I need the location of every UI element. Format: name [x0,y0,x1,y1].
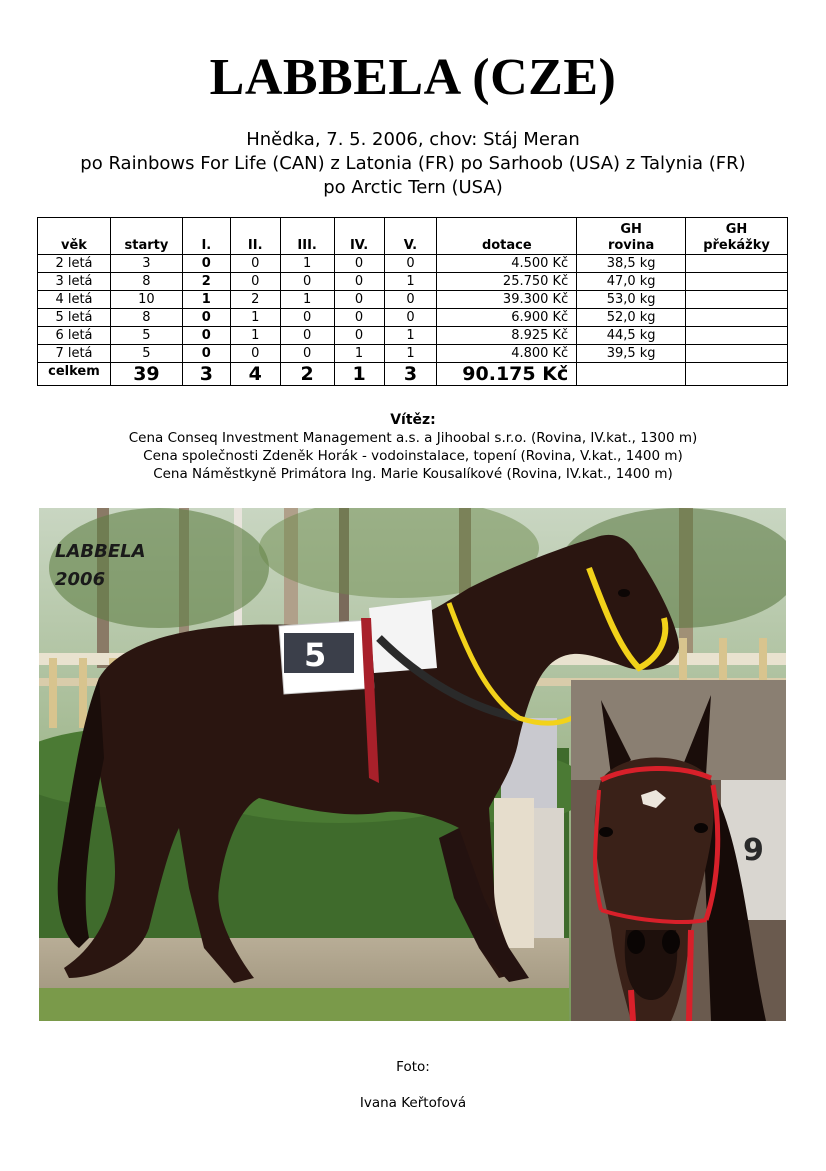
total-place-4: 1 [334,363,384,386]
cell-place-5: 1 [384,345,437,363]
cell-place-4: 0 [334,327,384,345]
cell-vek: 7 letá [38,345,111,363]
header-place-3: III. [280,218,334,255]
photo-caption [55,538,146,594]
cell-gh-prekazky [686,255,788,273]
cell-gh-rovina: 38,5 kg [577,255,686,273]
table-row [38,291,788,309]
table-row [38,273,788,291]
cell-place-5: 1 [384,327,437,345]
cell-place-1: 0 [182,255,230,273]
cell-gh-rovina: 44,5 kg [577,327,686,345]
cell-dotace: 4.500 Kč [437,255,577,273]
header-place-4: IV. [334,218,384,255]
table-row [38,327,788,345]
cell-starty: 8 [110,309,182,327]
cell-place-5: 0 [384,291,437,309]
total-gh-rovina [577,363,686,386]
cell-starty: 8 [110,273,182,291]
cell-gh-rovina: 52,0 kg [577,309,686,327]
cell-starty: 3 [110,255,182,273]
cell-vek: 4 letá [38,291,111,309]
winner-section [0,411,826,483]
cell-place-3: 1 [280,255,334,273]
header-vek: věk [38,218,111,255]
cell-place-2: 1 [230,327,280,345]
cell-place-2: 0 [230,255,280,273]
horse-title: LABBELA (CZE) [209,49,617,106]
cell-dotace: 25.750 Kč [437,273,577,291]
cell-gh-prekazky [686,345,788,363]
cell-place-5: 0 [384,255,437,273]
header-gh-prekazky-bottom: překážky [703,238,770,253]
cell-gh-rovina: 39,5 kg [577,345,686,363]
header-gh-prekazky [686,218,788,255]
total-dotace: 90.175 Kč [437,363,577,386]
cell-gh-prekazky [686,327,788,345]
cell-place-5: 0 [384,309,437,327]
cell-starty: 10 [110,291,182,309]
table-row [38,309,788,327]
cell-place-3: 1 [280,291,334,309]
table-header-row [38,218,788,255]
cell-starty: 5 [110,345,182,363]
cell-place-3: 0 [280,327,334,345]
header-place-2: II. [230,218,280,255]
inset-number: 9 [743,833,764,868]
horse-head-inset-photo [571,680,786,1021]
cell-place-2: 0 [230,273,280,291]
header-place-1: I. [182,218,230,255]
cell-vek: 2 letá [38,255,111,273]
cell-place-1: 0 [182,309,230,327]
cell-place-3: 0 [280,345,334,363]
cell-vek: 3 letá [38,273,111,291]
pedigree-line-3: po Arctic Tern (USA) [323,177,503,198]
header-gh-rovina-bottom: rovina [607,238,655,253]
header-place-5: V. [384,218,437,255]
cell-place-4: 0 [334,291,384,309]
total-starty: 39 [110,363,182,386]
cell-place-1: 0 [182,327,230,345]
winner-heading: Vítěz: [390,412,436,428]
cell-place-1: 1 [182,291,230,309]
header-gh-rovina-top: GH [620,222,642,237]
cell-place-3: 0 [280,309,334,327]
cell-place-5: 1 [384,273,437,291]
race-statistics-table [37,217,788,386]
photo-credit-label: Foto: [396,1059,430,1075]
cell-place-3: 0 [280,273,334,291]
cell-starty: 5 [110,327,182,345]
cell-place-4: 0 [334,255,384,273]
cell-place-4: 1 [334,345,384,363]
winner-race-1: Cena Conseq Investment Management a.s. a Jihoobal s.r.o. (Rovina, IV.kat., 1300 m) [128,430,698,446]
photo-caption-year: 2006 [55,569,106,590]
cell-gh-rovina: 47,0 kg [577,273,686,291]
photo-credit-author: Ivana Keřtofová [359,1095,467,1111]
header-starty: starty [110,218,182,255]
total-place-3: 2 [280,363,334,386]
cell-vek: 6 letá [38,327,111,345]
cell-dotace: 39.300 Kč [437,291,577,309]
winner-race-2: Cena společnosti Zdeněk Horák - vodoinstalace, topení (Rovina, V.kat., 1400 m) [143,448,683,464]
cell-dotace: 8.925 Kč [437,327,577,345]
winner-race-3: Cena Náměstkyně Primátora Ing. Marie Kousalíkové (Rovina, IV.kat., 1400 m) [153,466,673,482]
cell-place-1: 0 [182,345,230,363]
table-row [38,345,788,363]
cell-gh-prekazky [686,291,788,309]
table-row [38,255,788,273]
table-total-row [38,363,788,386]
cell-dotace: 4.800 Kč [437,345,577,363]
header-dotace: dotace [437,218,577,255]
cell-place-2: 1 [230,309,280,327]
cell-vek: 5 letá [38,309,111,327]
photo-caption-name: LABBELA [55,541,146,562]
total-place-5: 3 [384,363,437,386]
cell-place-4: 0 [334,273,384,291]
cell-dotace: 6.900 Kč [437,309,577,327]
cell-place-1: 2 [182,273,230,291]
pedigree-info [0,128,826,200]
pedigree-line-2: po Rainbows For Life (CAN) z Latonia (FR) po Sarhoob (USA) z Talynia (FR) [80,153,746,174]
cell-place-4: 0 [334,309,384,327]
total-label: celkem [38,363,111,386]
cell-place-2: 2 [230,291,280,309]
cell-gh-prekazky [686,273,788,291]
cell-gh-prekazky [686,309,788,327]
total-gh-prekazky [686,363,788,386]
header-gh-prekazky-top: GH [725,222,748,237]
saddle-number: 5 [304,636,327,674]
total-place-2: 4 [230,363,280,386]
cell-place-2: 0 [230,345,280,363]
pedigree-line-1: Hnědka, 7. 5. 2006, chov: Stáj Meran [246,129,580,150]
total-place-1: 3 [182,363,230,386]
cell-gh-rovina: 53,0 kg [577,291,686,309]
header-gh-rovina [577,218,686,255]
